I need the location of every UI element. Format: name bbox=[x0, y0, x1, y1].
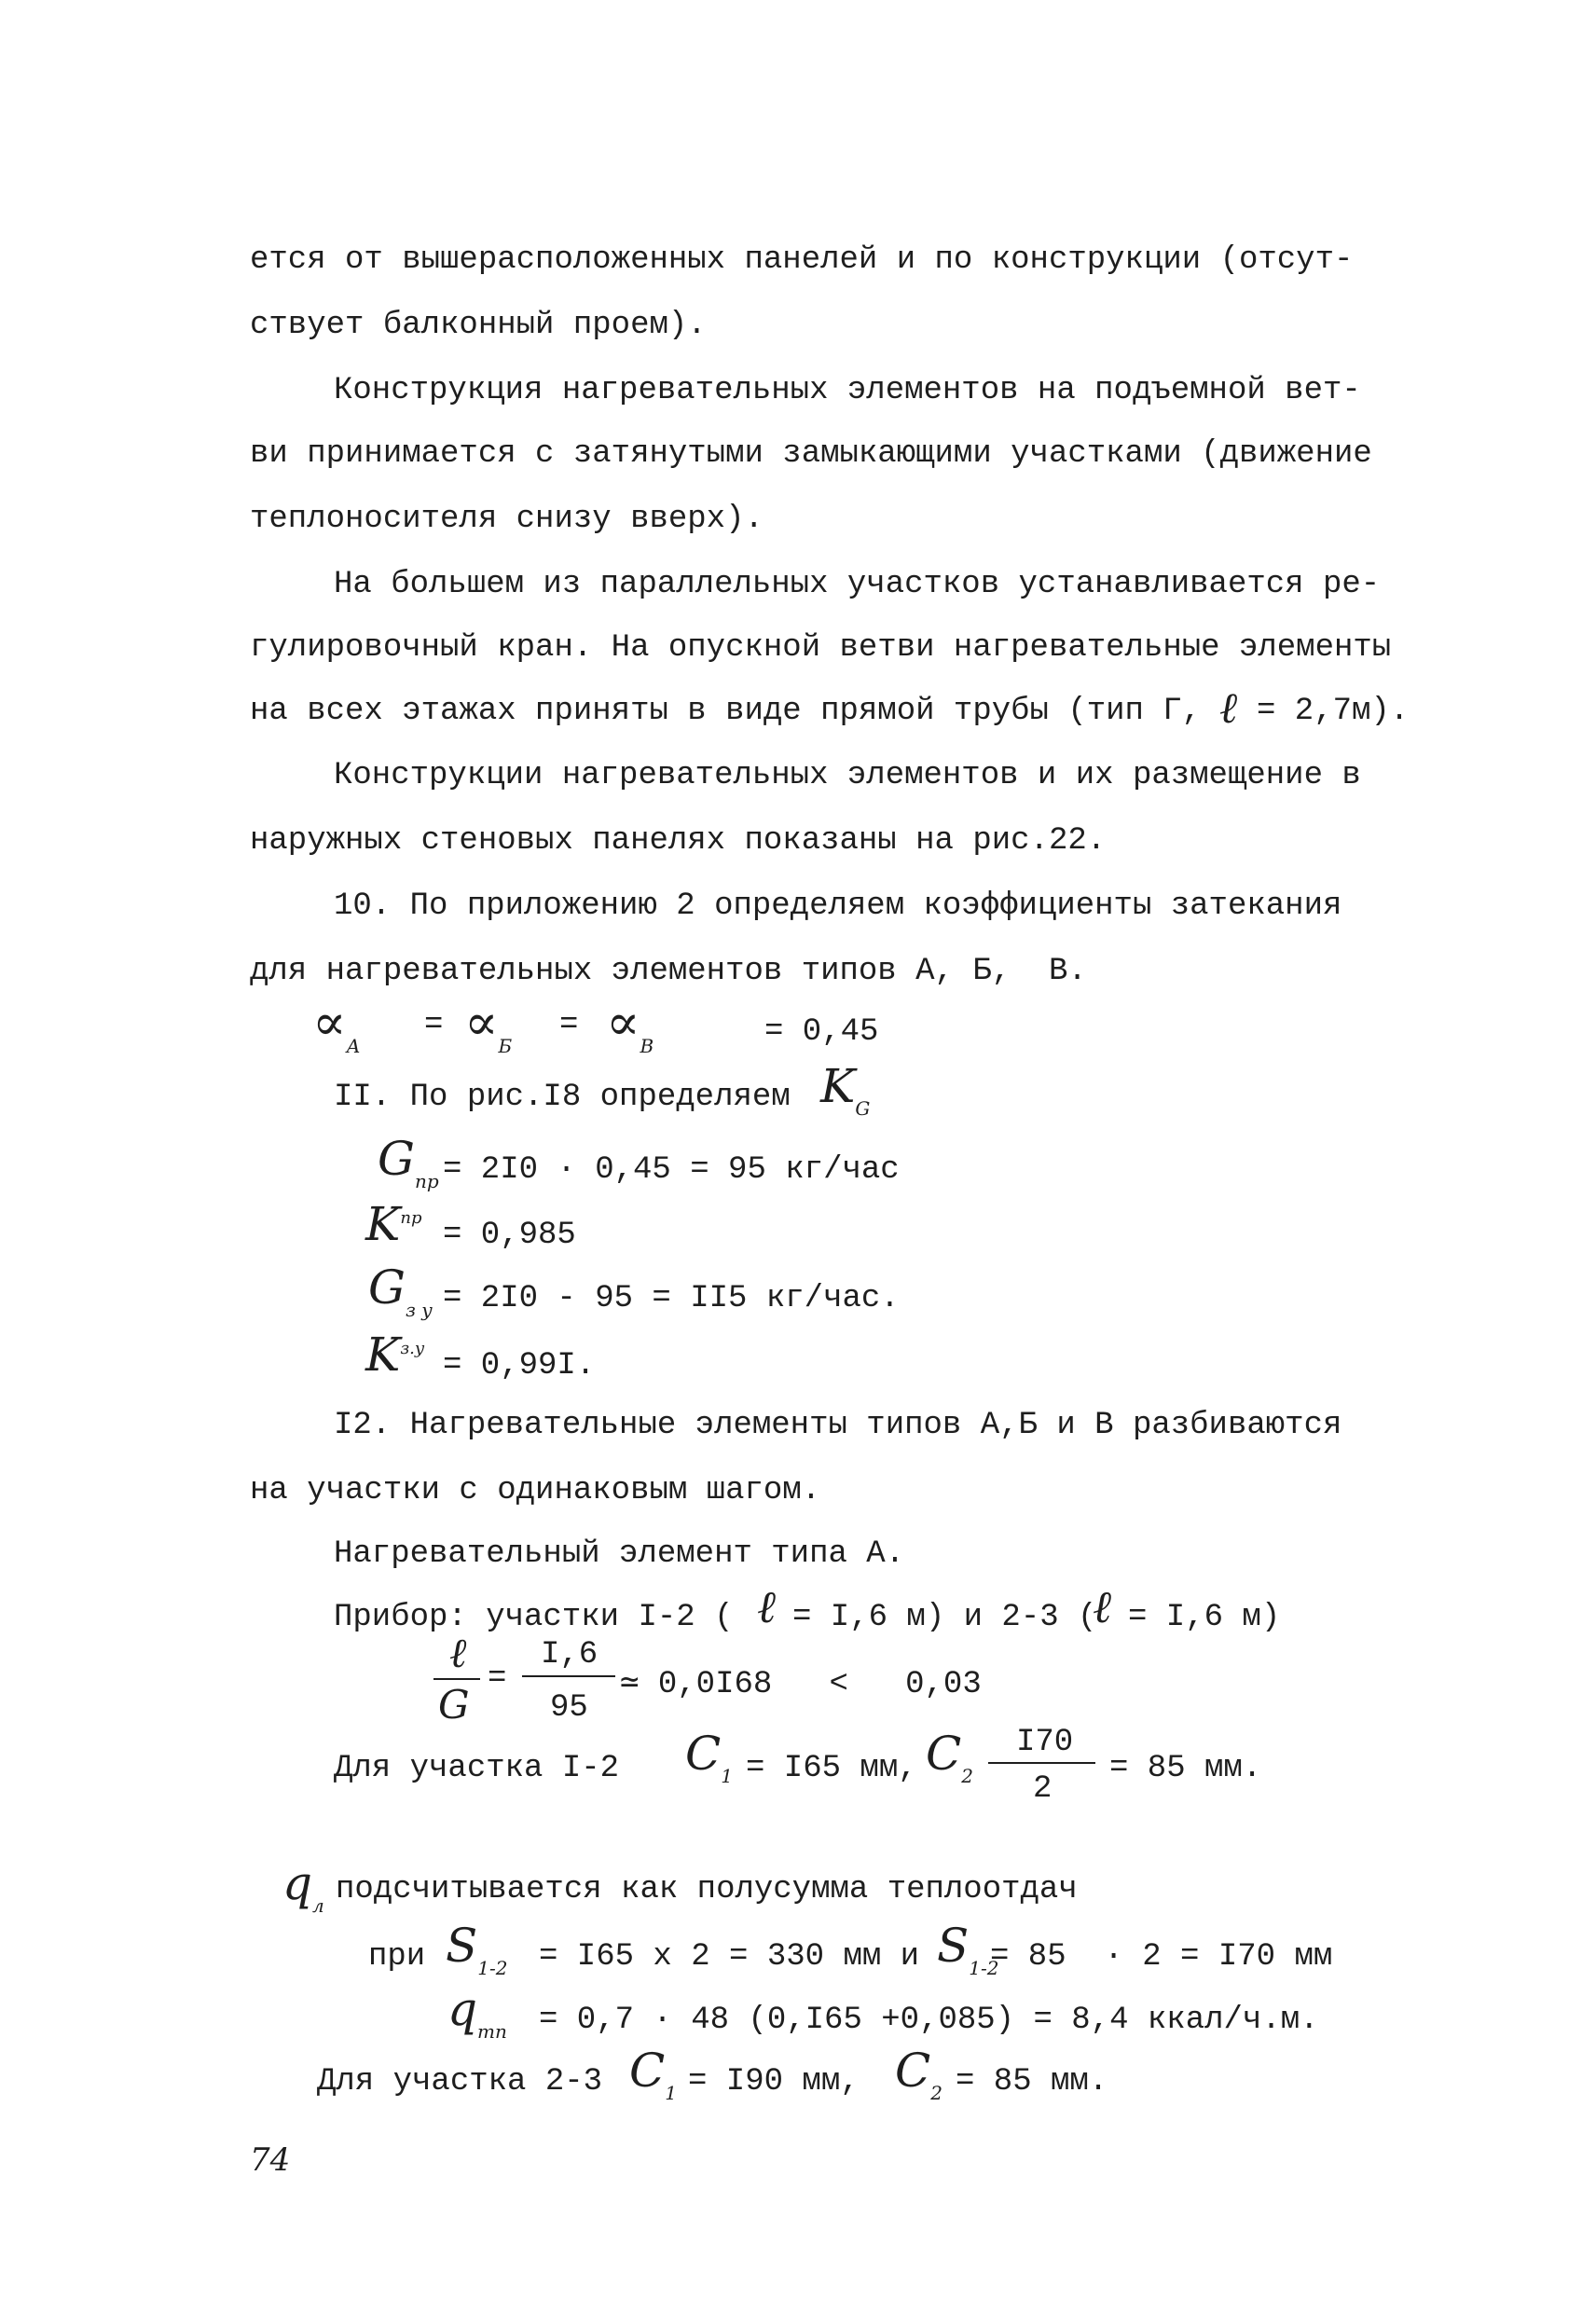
frac-numerator: I,6 bbox=[541, 1637, 598, 1673]
paragraph-3-line-3a: на всех этажах приняты в виде прямой трубы (тип Г, bbox=[250, 694, 1202, 729]
S-double-prime-symbol: $S_{1-2}$ bbox=[937, 1919, 999, 1979]
frac-ell: ℓ bbox=[449, 1630, 467, 1677]
paragraph-4-line-2: наружных стеновых панелях показаны на рис.22. bbox=[250, 823, 1107, 859]
paragraph-9-b: = I65 мм, bbox=[746, 1751, 917, 1786]
alpha-eq-sign-2: = bbox=[559, 1008, 579, 1043]
paragraph-5-line-2: для нагревательных элементов типов А, Б, В. bbox=[250, 954, 1087, 989]
paragraph-12-b: = I90 мм, bbox=[688, 2064, 860, 2100]
paragraph-10-d: = 85 · 2 = I70 мм bbox=[990, 1939, 1333, 1975]
frac-bar-2 bbox=[522, 1675, 615, 1677]
p9-frac-bar bbox=[988, 1762, 1095, 1764]
K-zu-symbol: $K^{з.у}$ bbox=[365, 1328, 425, 1382]
paragraph-8-line-2a: Прибор: участки I-2 ( bbox=[334, 1600, 734, 1635]
alpha-eq-sign-1: = bbox=[424, 1008, 444, 1043]
K-pr-equation: = 0,985 bbox=[443, 1218, 576, 1253]
frac-bar-1 bbox=[433, 1678, 480, 1680]
C1-symbol-2: $C_1$ bbox=[629, 2044, 677, 2104]
C1-symbol: $C_1$ bbox=[685, 1727, 733, 1787]
paragraph-8-line-2b: = I,6 м) и 2-3 ( bbox=[792, 1600, 1097, 1635]
paragraph-5-line-1: 10. По приложению 2 определяем коэффициенты затекания bbox=[334, 888, 1342, 924]
paragraph-12-a: Для участка 2-3 bbox=[317, 2064, 603, 2100]
frac-eq-sign: = bbox=[488, 1661, 507, 1697]
paragraph-11: = 0,7 · 48 (0,I65 +0,085) = 8,4 ккал/ч.м. bbox=[539, 2003, 1319, 2038]
ell-symbol-3: ℓ bbox=[1093, 1581, 1111, 1633]
K-G-symbol: $K_G$ bbox=[820, 1059, 871, 1120]
paragraph-9-c: = 85 мм. bbox=[1109, 1751, 1262, 1786]
alpha-A-symbol: $\propto_А$ bbox=[312, 993, 361, 1057]
page-number: 74 bbox=[250, 2141, 291, 2179]
paragraph-7-line-1: I2. Нагревательные элементы типов А,Б и В разбиваются bbox=[334, 1408, 1342, 1443]
K-zu-equation: = 0,99I. bbox=[443, 1348, 596, 1384]
G-zu-symbol: $G_{з у}$ bbox=[368, 1260, 433, 1321]
paragraph-12-c: = 85 мм. bbox=[956, 2064, 1108, 2100]
paragraph-7-line-2: на участки с одинаковым шагом. bbox=[250, 1473, 821, 1508]
paragraph-10-a: подсчитывается как полусумма теплоотдач bbox=[336, 1872, 1078, 1907]
C2-symbol-2: $C_2$ bbox=[895, 2044, 942, 2104]
p9-denominator: 2 bbox=[1033, 1771, 1053, 1807]
C2-symbol: $C_2$ bbox=[926, 1727, 973, 1787]
paragraph-10-c: = I65 x 2 = 330 мм и bbox=[539, 1939, 920, 1975]
alpha-B-symbol: $\propto_Б$ bbox=[464, 993, 513, 1057]
alpha-value: = 0,45 bbox=[764, 1014, 879, 1050]
paragraph-8-line-2c: = I,6 м) bbox=[1128, 1600, 1281, 1635]
paragraph-4-line-1: Конструкции нагревательных элементов и их размещение в bbox=[334, 758, 1361, 793]
paragraph-10-b: при bbox=[368, 1939, 426, 1975]
paragraph-2-line-1: Конструкция нагревательных элементов на подъемной вет- bbox=[334, 373, 1361, 408]
G-zu-equation: = 2I0 - 95 = II5 кг/час. bbox=[443, 1281, 900, 1316]
alpha-V-symbol: $\propto_В$ bbox=[606, 993, 654, 1057]
paragraph-8-line-1: Нагревательный элемент типа А. bbox=[334, 1536, 905, 1572]
paragraph-1-line-1: ется от вышерасположенных панелей и по конструкции (отсут- bbox=[250, 242, 1354, 278]
paragraph-1-line-2: ствует балконный проем). bbox=[250, 308, 707, 343]
paragraph-9-a: Для участка I-2 bbox=[334, 1751, 620, 1786]
q-l-symbol: $q_л$ bbox=[282, 1856, 324, 1917]
frac-G: G bbox=[438, 1682, 470, 1728]
G-pr-equation: = 2I0 · 0,45 = 95 кг/час bbox=[443, 1152, 900, 1188]
frac-denominator: 95 bbox=[550, 1690, 588, 1726]
ell-symbol-2: ℓ bbox=[757, 1581, 776, 1633]
q-tp-symbol: $q_{тп}$ bbox=[447, 1982, 507, 2043]
K-pr-symbol: $K^{пр}$ bbox=[365, 1197, 422, 1251]
frac-result: ≃ 0,0I68 < 0,03 bbox=[620, 1667, 982, 1702]
ell-symbol: ℓ bbox=[1219, 682, 1238, 733]
G-pr-symbol: $G_{пр}$ bbox=[378, 1132, 439, 1192]
paragraph-3-line-3b: = 2,7м). bbox=[1257, 694, 1410, 729]
S-prime-symbol: $S_{1-2}$ bbox=[446, 1919, 508, 1979]
p9-numerator: I70 bbox=[1016, 1725, 1074, 1760]
paragraph-6-line-1: II. По рис.I8 определяем bbox=[334, 1080, 791, 1115]
paragraph-3-line-2: гулировочный кран. На опускной ветви нагревательные элементы bbox=[250, 630, 1392, 666]
paragraph-3-line-1: На большем из параллельных участков устанавливается ре- bbox=[334, 567, 1381, 602]
paragraph-2-line-3: теплоносителя снизу вверх). bbox=[250, 502, 764, 537]
paragraph-2-line-2: ви принимается с затянутыми замыкающими участками (движение bbox=[250, 436, 1372, 472]
